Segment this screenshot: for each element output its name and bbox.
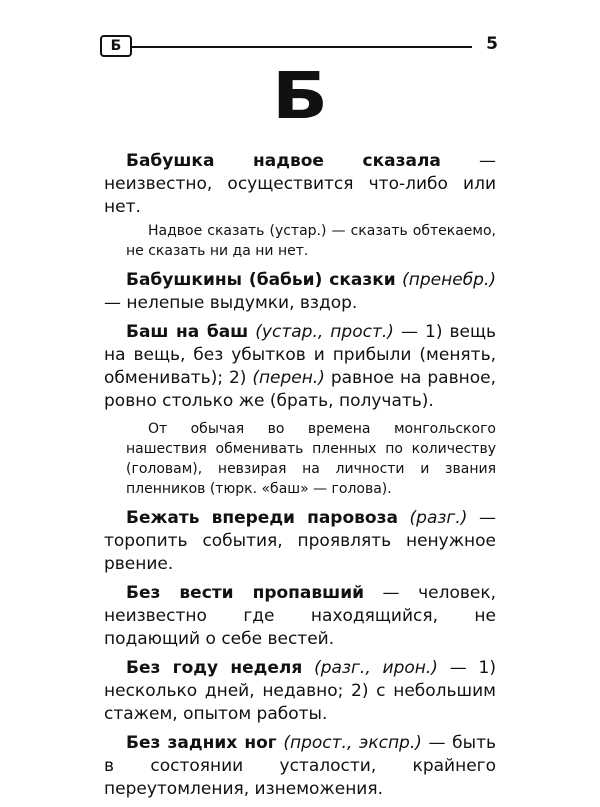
entry-babushkiny-skazki xyxy=(104,269,496,315)
entry-babushka xyxy=(104,150,496,219)
page-header xyxy=(100,34,498,56)
section-letter-box: Б xyxy=(100,35,132,57)
entry-term: Бабушка надвое сказала xyxy=(126,151,441,171)
entry-term: Бежать впереди паровоза xyxy=(126,508,398,528)
entry-definition: — 1) несколько дней, недавно; 2) с небольшим стажем, опытом работы. xyxy=(104,658,497,724)
entry-usage-mark: (прост., экспр.) xyxy=(283,733,422,753)
entry-bezhat-vperedi-parovoza xyxy=(104,507,496,576)
entry-definition: равное на равное, ровно столько же (брать, получать). xyxy=(104,368,496,411)
entry-term: Баш на баш xyxy=(126,322,249,342)
entry-definition: — нелепые выдумки, вздор. xyxy=(104,293,358,313)
section-big-letter: Б xyxy=(271,60,329,134)
entry-usage-mark: (устар., прост.) xyxy=(255,322,394,342)
header-rule xyxy=(132,46,472,48)
dictionary-content xyxy=(104,150,496,807)
entry-term: Бабушкины (бабьи) сказки xyxy=(126,270,396,290)
entry-usage-mark: (перен.) xyxy=(252,368,325,388)
entry-note: Надвое сказать (устар.) — сказать обтекаемо, не сказать ни да ни нет. xyxy=(126,223,496,259)
entry-definition: — неизвестно, осуществится что-либо или нет. xyxy=(104,151,497,217)
entry-bash-na-bash xyxy=(104,321,496,413)
entry-usage-mark: (разг., ирон.) xyxy=(314,658,438,678)
entry-note: От обычая во времена монгольского нашествия обменивать пленных по количеству (головам), невзирая на личности и звания пленников (тюрк. «баш» — голова). xyxy=(126,421,496,497)
entry-definition: — быть в состоянии усталости, крайнего переутомления, изнеможения. xyxy=(104,733,497,799)
entry-usage-mark: (разг.) xyxy=(409,508,468,528)
entry-term: Без вести пропавший xyxy=(126,583,365,603)
entry-term: Без году неделя xyxy=(126,658,303,678)
entry-bez-godu-nedelya xyxy=(104,657,496,726)
entry-bez-zadnikh-nog xyxy=(104,732,496,801)
entry-definition: — человек, неизвестно где находящийся, не подающий о себе вестей. xyxy=(104,583,497,649)
entry-term: Без задних ног xyxy=(126,733,277,753)
entry-definition: — 1) вещь на вещь, без убытков и прибыли (менять, обменивать); 2) xyxy=(104,322,497,388)
entry-usage-mark: (пренебр.) xyxy=(402,270,497,290)
entry-definition: — торопить события, проявлять ненужное рвение. xyxy=(104,508,497,574)
entry-bez-vesti-propavshiy xyxy=(104,582,496,651)
page-number: 5 xyxy=(486,34,498,54)
